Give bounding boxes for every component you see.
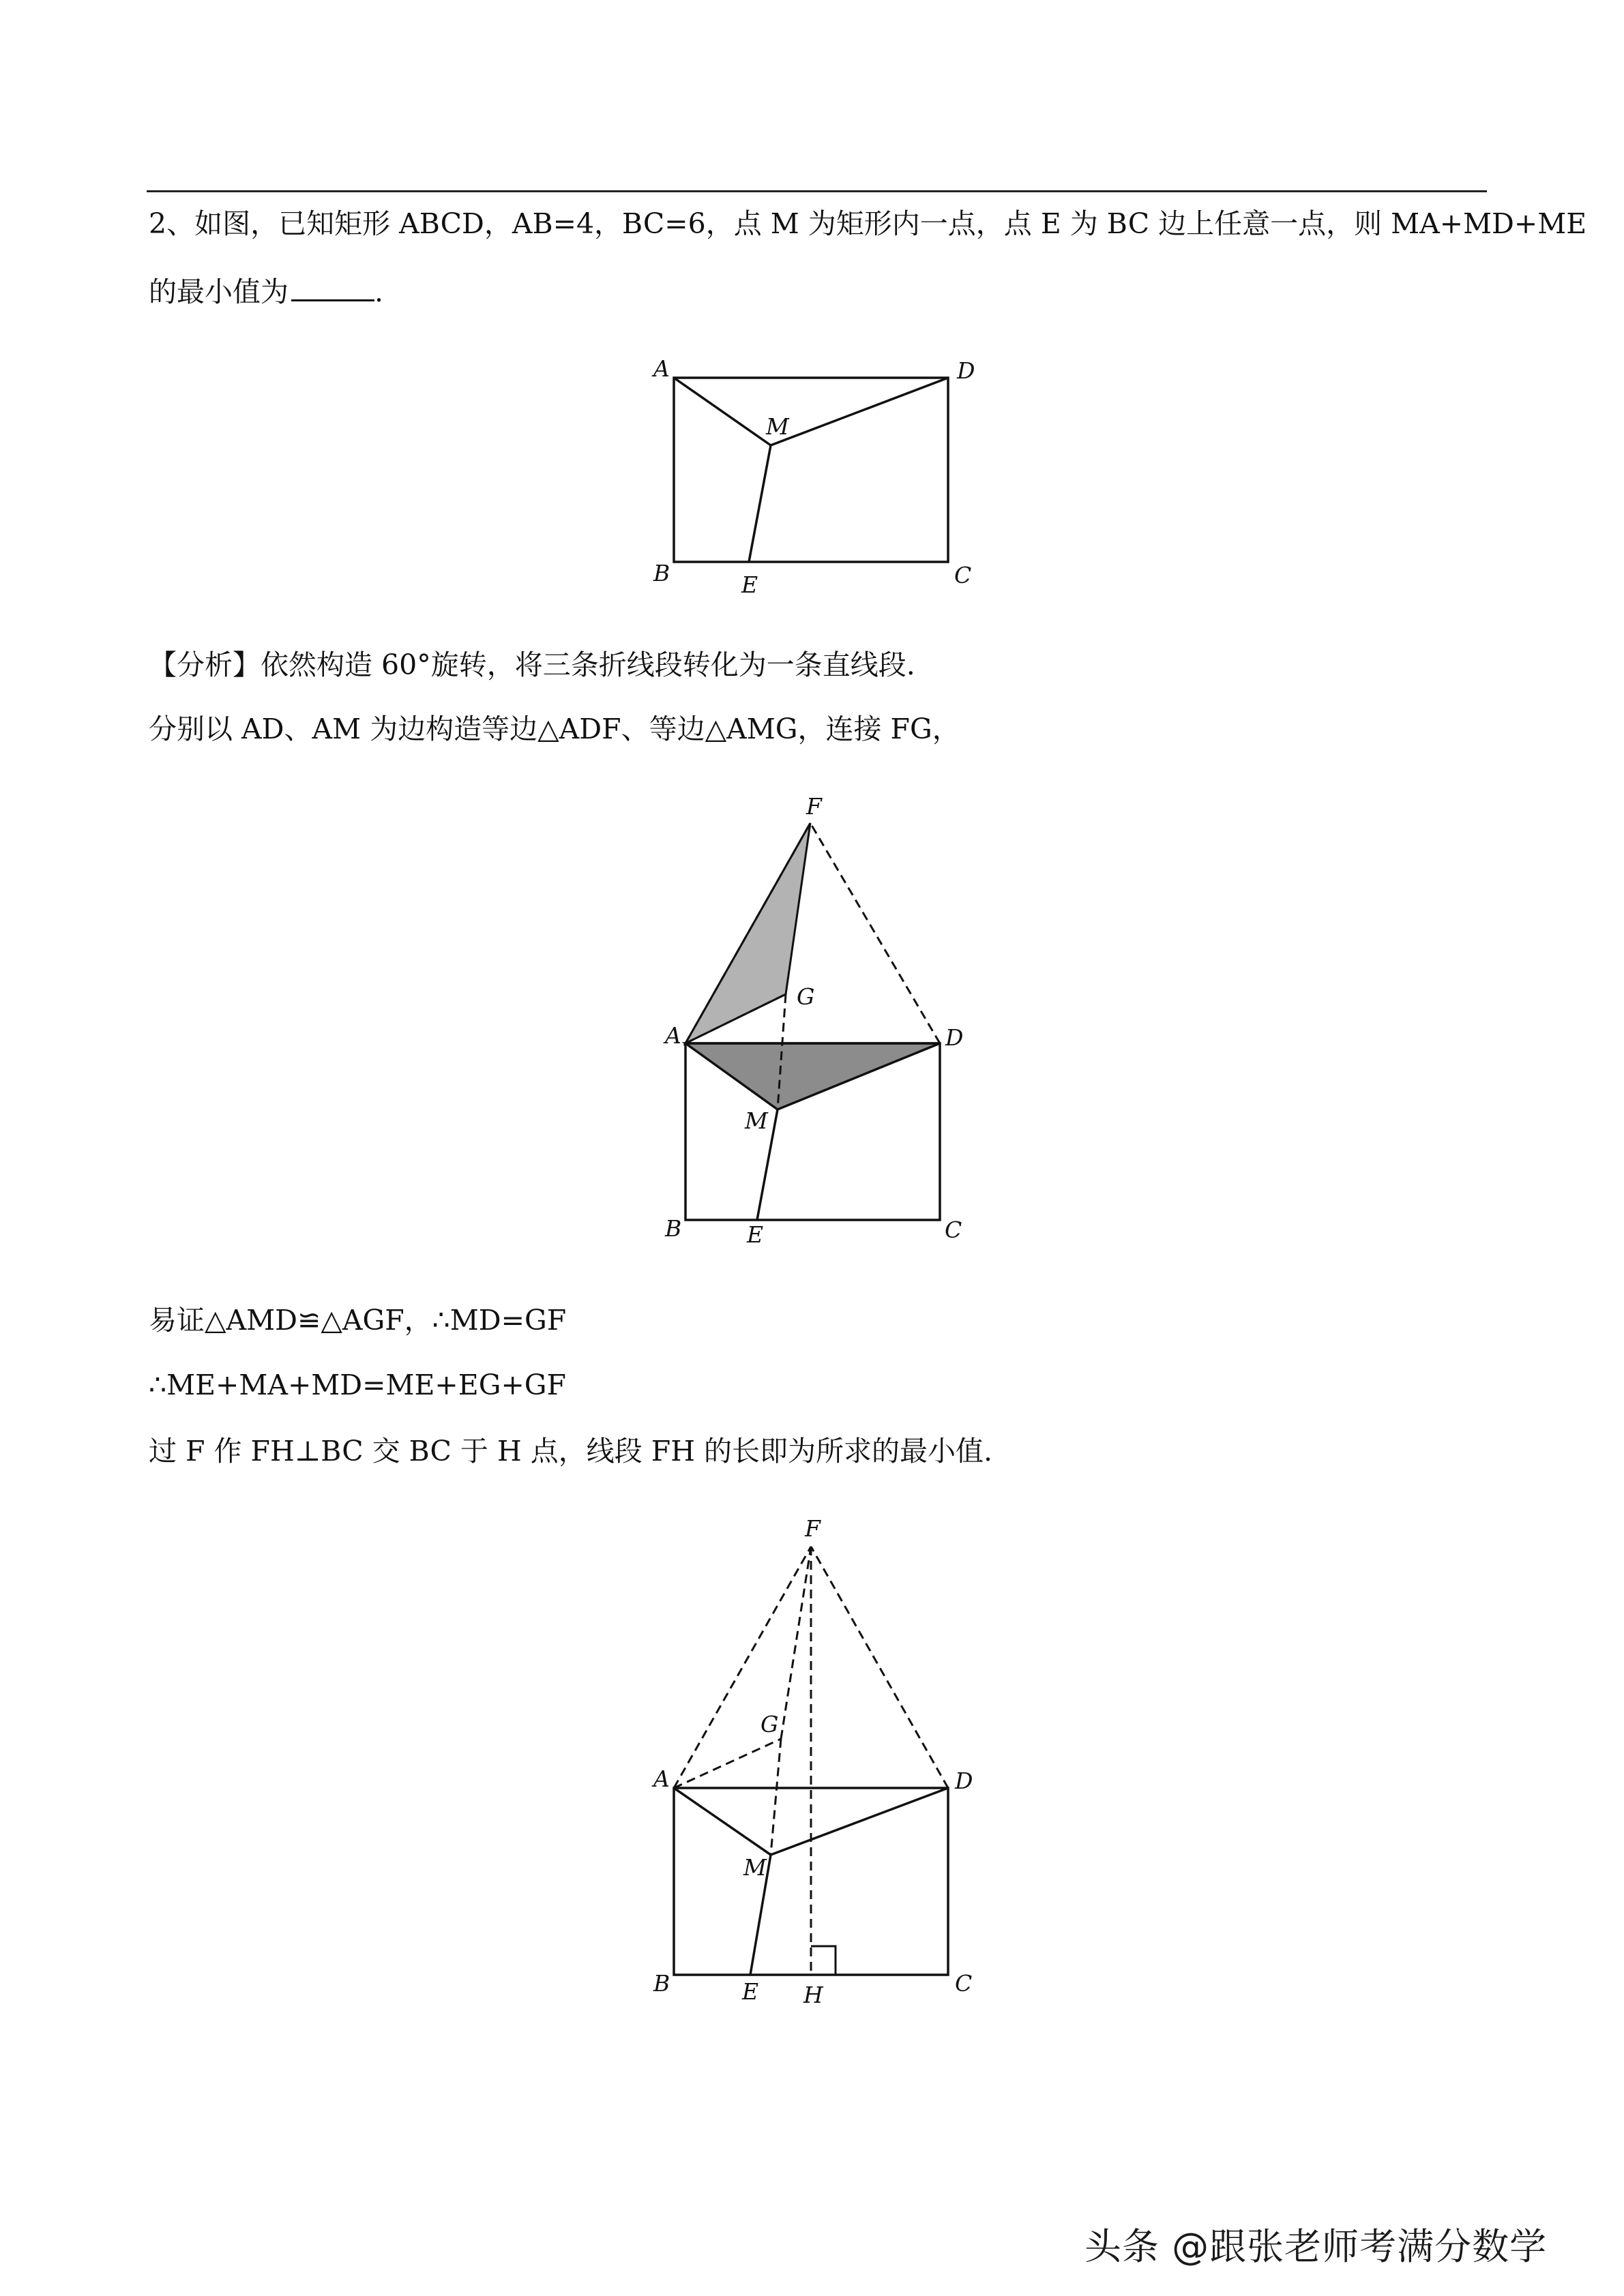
label-g: G <box>761 1711 779 1738</box>
analysis-line-4: ∴ME+MA+MD=ME+EG+GF <box>149 1369 566 1401</box>
label-d: D <box>945 1024 964 1051</box>
problem-line-2: 的最小值为 . <box>149 275 384 308</box>
label-e: E <box>741 571 758 598</box>
figure-1 <box>641 348 982 607</box>
shaded-triangle-amd <box>685 1043 940 1109</box>
segment-dm <box>771 378 948 445</box>
figure-2 <box>651 791 979 1248</box>
problem-line-1: 2、如图，已知矩形 ABCD，AB=4，BC=6，点 M 为矩形内一点，点 E 为 BC 边上任意一点，则 MA+MD+ME <box>149 207 1587 240</box>
segment-df <box>811 1547 948 1788</box>
segment-am <box>674 378 771 445</box>
label-h: H <box>803 1982 823 2008</box>
segment-af <box>674 1547 811 1788</box>
label-m: M <box>745 1107 768 1134</box>
right-angle-mark <box>811 1946 836 1975</box>
label-d: D <box>957 357 975 384</box>
label-a: A <box>653 1765 670 1792</box>
label-e: E <box>742 1978 759 2005</box>
label-m: M <box>743 1854 767 1881</box>
segment-df <box>810 823 940 1043</box>
segment-dm <box>771 1788 948 1855</box>
label-d: D <box>955 1768 973 1794</box>
segment-me <box>749 445 771 562</box>
label-c: C <box>945 1217 962 1243</box>
label-f: F <box>806 793 822 820</box>
label-a: A <box>665 1022 681 1049</box>
answer-blank <box>291 275 374 301</box>
analysis-line-2: 分别以 AD、AM 为边构造等边△ADF、等边△AMG，连接 FG， <box>149 713 960 745</box>
analysis-line-5: 过 F 作 FH⊥BC 交 BC 于 H 点，线段 FH 的长即为所求的最小值. <box>149 1435 993 1467</box>
label-e: E <box>747 1221 764 1248</box>
top-rule <box>147 190 1487 192</box>
label-c: C <box>954 562 972 588</box>
segment-am <box>674 1788 771 1855</box>
label-b: B <box>653 1970 670 1997</box>
figure-3 <box>641 1514 982 2012</box>
label-f: F <box>805 1515 821 1542</box>
label-g: G <box>797 983 815 1010</box>
analysis-line-3: 易证△AMD≌△AGF，∴MD=GF <box>149 1304 567 1337</box>
watermark: 头条 @跟张老师考满分数学 <box>1084 2225 1548 2268</box>
segment-gf <box>781 1547 811 1739</box>
analysis-line-1: 【分析】依然构造 60°旋转，将三条折线段转化为一条直线段. <box>149 648 915 681</box>
label-c: C <box>955 1970 973 1997</box>
label-b: B <box>665 1215 682 1242</box>
segment-gm <box>771 1739 781 1855</box>
problem-line-2-text: 的最小值为 <box>149 275 289 308</box>
segment-ag <box>674 1739 781 1788</box>
label-a: A <box>653 355 670 382</box>
label-b: B <box>653 560 670 586</box>
label-m: M <box>766 413 789 440</box>
